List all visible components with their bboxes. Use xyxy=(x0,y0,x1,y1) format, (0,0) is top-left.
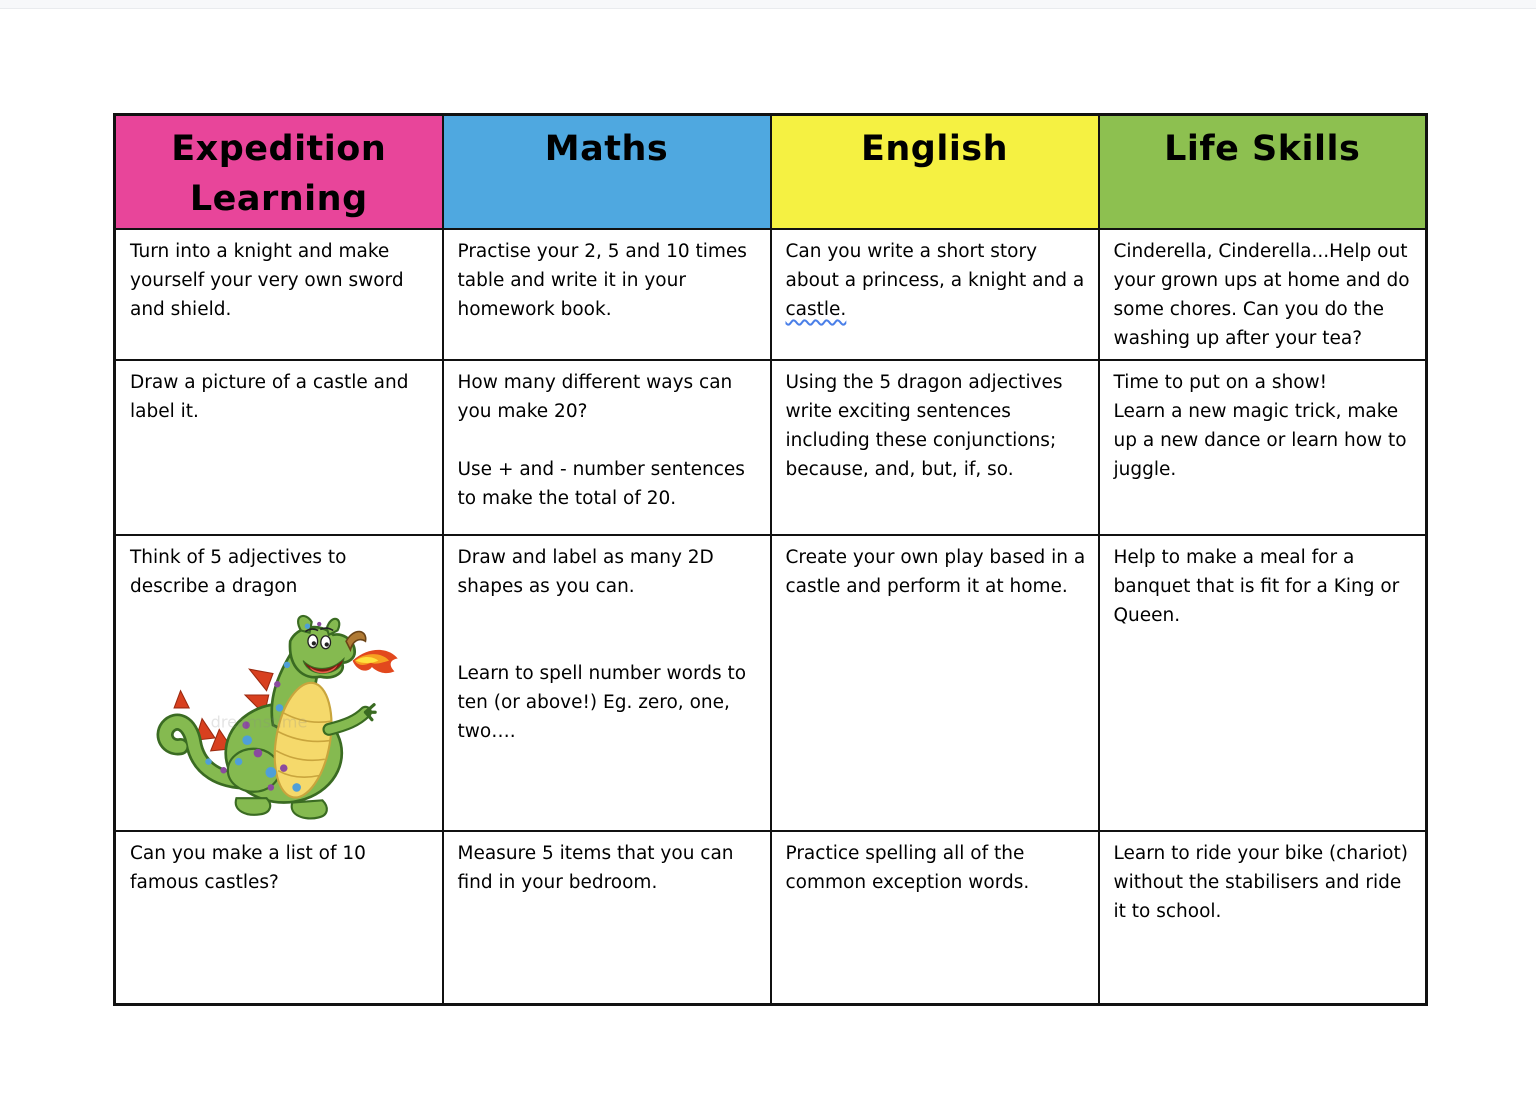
maths-row3-paragraph-1: Draw and label as many 2D shapes as you can. xyxy=(457,547,714,597)
cell-expedition-row1: Turn into a knight and make yourself your very own sword and shield. xyxy=(115,229,443,360)
cell-maths-row1: Practise your 2, 5 and 10 times table and write it in your homework book. xyxy=(443,229,771,360)
cell-english-row4: Practice spelling all of the common exception words. xyxy=(771,831,1099,1004)
cell-english-row3: Create your own play based in a castle and perform it at home. xyxy=(771,535,1099,831)
cell-life-skills-row3: Help to make a meal for a banquet that is fit for a King or Queen. xyxy=(1099,535,1427,831)
header-expedition-learning: Expedition Learning xyxy=(115,115,443,230)
homework-grid-table xyxy=(113,113,1428,1006)
header-english: English xyxy=(771,115,1099,230)
table-row xyxy=(115,360,1427,535)
cell-expedition-row2: Draw a picture of a castle and label it. xyxy=(115,360,443,535)
cell-life-skills-row4: Learn to ride your bike (chariot) without the stabilisers and ride it to school. xyxy=(1099,831,1427,1004)
cell-expedition-row4: Can you make a list of 10 famous castles? xyxy=(115,831,443,1004)
cell-english-row1 xyxy=(771,229,1099,360)
image-watermark: dreamstime xyxy=(210,712,308,732)
expedition-row3-text: Think of 5 adjectives to describe a dragon xyxy=(130,547,347,597)
maths-row2-paragraph-2: Use + and - number sentences to make the total of 20. xyxy=(457,459,745,509)
maths-row3-paragraph-2: Learn to spell number words to ten (or above!) Eg. zero, one, two…. xyxy=(457,663,747,742)
cell-maths-row4: Measure 5 items that you can find in your bedroom. xyxy=(443,831,771,1004)
maths-row2-paragraph-1: How many different ways can you make 20? xyxy=(457,372,733,422)
life-skills-row2-line-1: Time to put on a show! xyxy=(1113,372,1328,393)
cell-life-skills-row2 xyxy=(1099,360,1427,535)
cell-english-row2: Using the 5 dragon adjectives write exciting sentences including these conjunctions; because, and, but, if, so. xyxy=(771,360,1099,535)
header-life-skills: Life Skills xyxy=(1099,115,1427,230)
table-row xyxy=(115,229,1427,360)
cell-life-skills-row1: Cinderella, Cinderella...Help out your grown ups at home and do some chores. Can you do the washing up after your tea? xyxy=(1099,229,1427,360)
cell-maths-row3 xyxy=(443,535,771,831)
table-row xyxy=(115,535,1427,831)
header-maths: Maths xyxy=(443,115,771,230)
dragon-image-container xyxy=(144,609,430,824)
english-row1-misspelled-word: castle. xyxy=(785,299,847,320)
cell-maths-row2 xyxy=(443,360,771,535)
table-header-row xyxy=(115,115,1427,230)
life-skills-row2-line-2: Learn a new magic trick, make up a new dance or learn how to juggle. xyxy=(1113,401,1407,480)
english-row1-text: Can you write a short story about a princess, a knight and a xyxy=(785,241,1085,291)
cell-expedition-row3 xyxy=(115,535,443,831)
window-top-strip xyxy=(0,0,1536,9)
dragon-image xyxy=(144,609,402,824)
table-row xyxy=(115,831,1427,1004)
